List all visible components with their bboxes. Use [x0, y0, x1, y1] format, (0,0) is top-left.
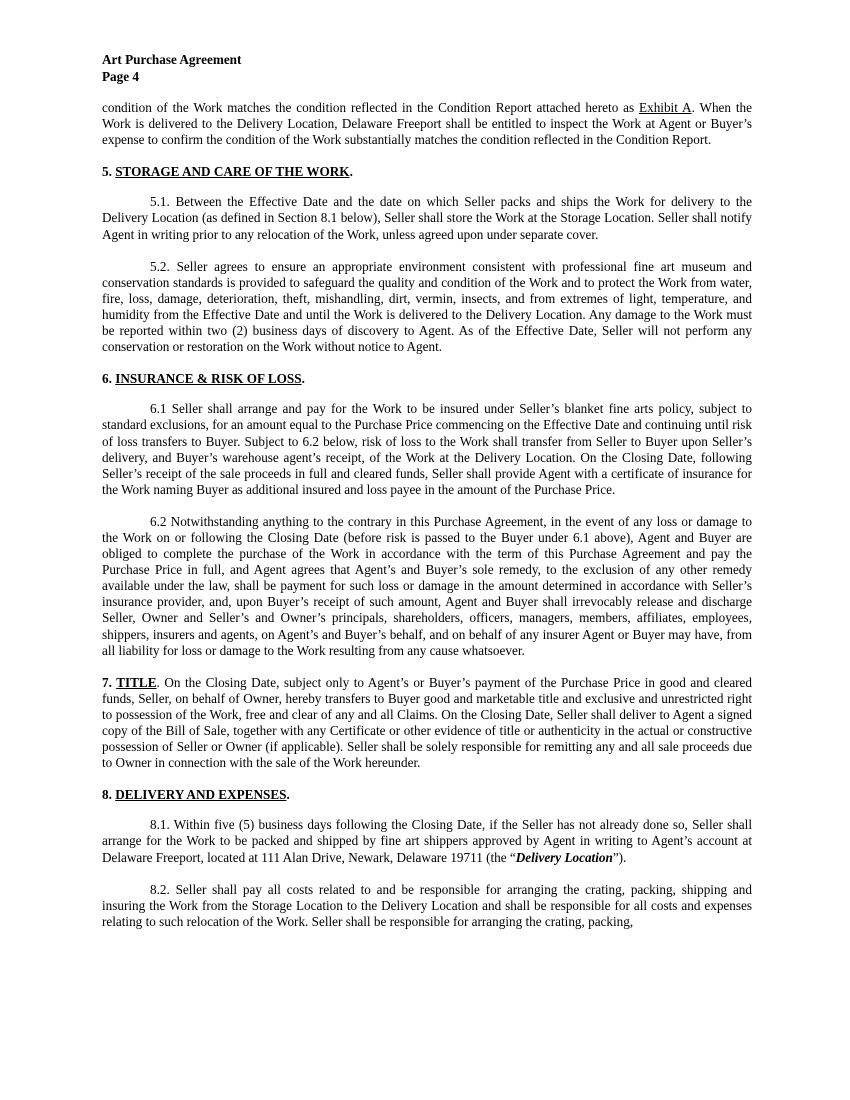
section-8-heading: 8. DELIVERY AND EXPENSES.: [102, 787, 290, 803]
document-body: [102, 100, 752, 930]
section-7-title: TITLE: [116, 674, 157, 690]
exhibit-reference: Exhibit A: [639, 100, 692, 115]
paragraph-6-1: 6.1 Seller shall arrange and pay for the Work to be insured under Seller’s blanket fine arts policy, subject to standard exclusions, for an amount equal to the Purchase Price commencing on the Effective Date and continuing until risk of loss transfers to Buyer. Subject to 6.2 below, risk of loss to the Work shall transfer from Seller to Buyer upon Seller’s delivery, and Buyer’s warehouse agent’s receipt, of the Work at the Delivery Location. On the Closing Date, following Seller’s receipt of the sale proceeds in full and cleared funds, Seller shall provide Agent with a certificate of insurance for the Work naming Buyer as additional insured and loss payee in the amount of the Purchase Price.: [102, 401, 752, 497]
page-header: [102, 52, 502, 85]
paragraph-8-1: 8.1. Within five (5) business days following the Closing Date, if the Seller has not already done so, Seller shall arrange for the Work to be packed and shipped by fine art shippers approved by Agent in writing to Agent’s account at Delaware Freeport, located at 111 Alan Drive, Newark, Delaware 19711 (the “Delivery Location”).: [102, 817, 752, 865]
intro-paragraph: condition of the Work matches the condition reflected in the Condition Report attached hereto as Exhibit A. When the Work is delivered to the Delivery Location, Delaware Freeport shall be entitled to inspect the Work at Agent or Buyer’s expense to confirm the condition of the Work substantially matches the condition reflected in the Condition Report.: [102, 100, 752, 148]
paragraph-8-2: 8.2. Seller shall pay all costs related to and be responsible for arranging the crating, packing, shipping and insuring the Work from the Storage Location to the Delivery Location and shall be responsible for all costs and expenses relating to such relocation of the Work. Seller shall be responsible for arranging the crating, packing,: [102, 881, 752, 929]
document-title: Art Purchase Agreement: [102, 52, 242, 67]
paragraph-5-2: 5.2. Seller agrees to ensure an appropriate environment consistent with professional fine art museum and conservation standards is provided to safeguard the quality and condition of the Work and to protect the Work from water, fire, loss, damage, deterioration, theft, mishandling, dirt, vermin, insects, and from extremes of light, temperature, and humidity from the Effective Date and until the Work is delivered to the Delivery Location. Any damage to the Work must be reported within two (2) business days of discovery to Agent. As of the Effective Date, Seller will not perform any conservation or restoration on the Work without notice to Agent.: [102, 258, 752, 355]
section-6-heading: 6. INSURANCE & RISK OF LOSS.: [102, 371, 305, 387]
page-number: Page 4: [102, 68, 139, 84]
section-7-number: 7.: [102, 674, 117, 690]
section-7-paragraph: 7. TITLE. On the Closing Date, subject only to Agent’s or Buyer’s payment of the Purchase Price in good and cleared funds, Seller, on behalf of Owner, hereby transfers to Buyer good and marketable title and exclusive and unrestricted right to possession of the Work, free and clear of any and all Claims. On the Closing Date, Seller shall deliver to Agent a signed copy of the Bill of Sale, together with any Certificate or other evidence of title or authenticity in the actual or constructive possession of Seller or Owner (if applicable). Seller shall be solely responsible for remitting any and all sale proceeds due to Owner in connection with the sale of the Work hereunder.: [102, 674, 753, 771]
section-5-heading: 5. STORAGE AND CARE OF THE WORK.: [102, 164, 353, 180]
defined-term: Delivery Location: [515, 849, 613, 865]
paragraph-5-1: 5.1. Between the Effective Date and the date on which Seller packs and ships the Work for delivery to the Delivery Location (as defined in Section 8.1 below), Seller shall store the Work at the Storage Location. Seller shall notify Agent in writing prior to any relocation of the Work, unless agreed upon under separate cover.: [102, 194, 752, 242]
paragraph-6-2: 6.2 Notwithstanding anything to the contrary in this Purchase Agreement, in the event of any loss or damage to the Work on or following the Closing Date (before risk is passed to the Buyer under 6.1 above), Agent and Buyer are obliged to complete the purchase of the Work in accordance with the term of this Purchase Agreement and pay the Purchase Price in full, and Agent agrees that Agent’s and Buyer’s sole remedy, to the exclusion of any other remedy available under the law, shall be payment for such loss or damage in the amount determined in accordance with Seller’s insurance provider, and, upon Buyer’s receipt of such amount, Agent and Buyer shall irrevocably release and discharge Seller, Owner and Seller’s and Owner’s principals, shareholders, officers, managers, members, affiliates, employees, shippers, insurers and agents, on Agent’s and Buyer’s behalf, and on behalf of any insurer Agent or Buyer may have, from all liability for loss or damage to the Work resulting from any cause whatsoever.: [102, 513, 752, 658]
